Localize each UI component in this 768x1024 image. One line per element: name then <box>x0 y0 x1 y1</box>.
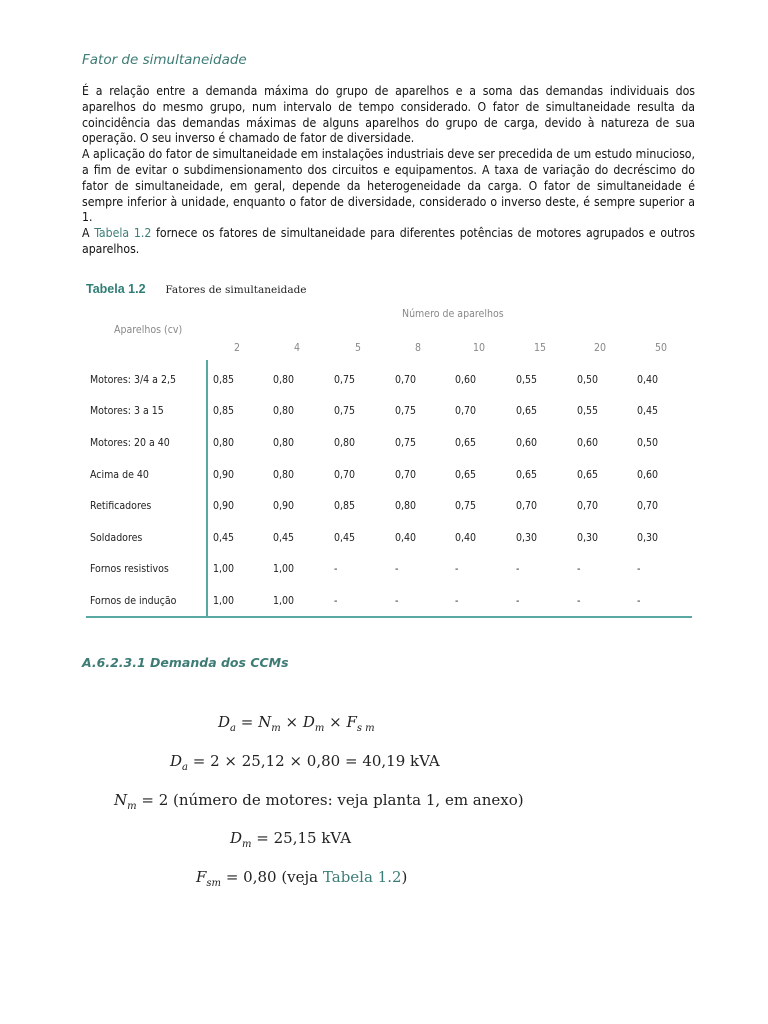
table-cell: 0,75 <box>395 437 417 449</box>
equation-demand-formula: $D_a = N_m \times D_m \times F_{s m}$ <box>218 713 375 734</box>
table-cell: 0,80 <box>273 469 295 481</box>
table-caption-text: Fatores de simultaneidade <box>165 284 307 296</box>
table-cell: 0,80 <box>334 437 356 449</box>
table-cell: 0,60 <box>637 469 659 481</box>
equation-motor-demand <box>230 829 351 850</box>
subsection-title: A.6.2.3.1 Demanda dos CCMs <box>82 655 289 670</box>
paragraph-text-post: fornece os fatores de simultaneidade para diferentes potências de motores agrupados e outros aparelhos. <box>82 226 695 256</box>
table-cell: 0,70 <box>334 469 356 481</box>
group-header: Número de aparelhos <box>402 308 504 320</box>
row-label: Fornos resistivos <box>90 563 169 575</box>
eq1-symbol: D <box>218 713 231 731</box>
column-header: 8 <box>414 342 421 354</box>
paragraph-text-pre: A <box>82 226 95 241</box>
table-cell: - <box>516 595 520 607</box>
table-cell: 0,60 <box>455 374 477 386</box>
table-cell: - <box>637 563 641 575</box>
table-cell: - <box>516 563 520 575</box>
table-cell: 0,45 <box>213 532 235 544</box>
row-label: Motores: 3 a 15 <box>90 405 164 417</box>
table-cell: - <box>577 563 581 575</box>
column-header: 15 <box>533 342 547 354</box>
table-cell: 0,75 <box>395 405 417 417</box>
eq5-subscript: sm <box>206 878 222 889</box>
eq4-rhs: = 25,15 kVA <box>256 829 352 847</box>
paragraph-definition: É a relação entre a demanda máxima do grupo de aparelhos e a soma das demandas individuais dos aparelhos do mesmo grupo, num intervalo de tempo considerado. O fator de simultaneidade resulta da coincidência das demandas máximas de alguns aparelhos do grupo de carga, devido à natureza de sua operação. O seu inverso é chamado de fator de diversidade. <box>82 84 695 146</box>
eq5-rhs-pre: = 0,80 (veja <box>225 868 323 886</box>
table-cell: - <box>637 595 641 607</box>
eq1-subscript: a <box>230 723 236 734</box>
eq2-rhs: = 2 × 25,12 × 0,80 = 40,19 kVA <box>192 752 440 770</box>
equation-motor-count <box>114 791 524 812</box>
table-cell: 0,80 <box>273 374 295 386</box>
table-number: Tabela 1.2 <box>86 282 146 296</box>
table-cell: 0,85 <box>213 374 235 386</box>
eq5-rhs-post: ) <box>401 868 408 886</box>
table-cell: 0,90 <box>213 500 235 512</box>
table-cell: 0,85 <box>213 405 235 417</box>
table-cell: 1,00 <box>273 595 295 607</box>
section-title: Fator de simultaneidade <box>82 52 247 68</box>
eq2-subscript: a <box>182 762 188 773</box>
table-cell: 0,45 <box>273 532 295 544</box>
table-cell: 1,00 <box>213 563 235 575</box>
table-divider-vertical <box>206 360 208 616</box>
row-label: Acima de 40 <box>90 469 149 481</box>
table-cell: 0,60 <box>516 437 538 449</box>
table-cell: 0,70 <box>577 500 599 512</box>
table-cell: 0,65 <box>455 469 477 481</box>
table-cell: - <box>455 563 459 575</box>
table-cell: 0,30 <box>637 532 659 544</box>
table-cell: - <box>334 563 338 575</box>
table-cell: 0,50 <box>637 437 659 449</box>
table-cell: 0,70 <box>637 500 659 512</box>
table-cell: 0,80 <box>395 500 417 512</box>
column-header: 4 <box>293 342 300 354</box>
table-cell: 0,70 <box>395 374 417 386</box>
row-label: Retificadores <box>90 500 152 512</box>
table-reference-link[interactable]: Tabela 1.2 <box>94 226 152 241</box>
table-cell: 0,70 <box>516 500 538 512</box>
table-cell: 0,70 <box>395 469 417 481</box>
table-cell: 1,00 <box>213 595 235 607</box>
table-cell: 0,55 <box>516 374 538 386</box>
eq3-subscript: m <box>127 801 137 812</box>
eq3-symbol: N <box>114 791 128 809</box>
table-cell: 0,50 <box>577 374 599 386</box>
eq4-symbol: D <box>230 829 243 847</box>
table-cell: 0,30 <box>516 532 538 544</box>
table-cell: 0,80 <box>213 437 235 449</box>
table-cell: 0,80 <box>273 405 295 417</box>
table-cell: 0,30 <box>577 532 599 544</box>
equation-demand-value <box>170 752 440 773</box>
row-label: Fornos de indução <box>90 595 177 607</box>
table-cell: 0,75 <box>455 500 477 512</box>
table-cell: 0,65 <box>516 405 538 417</box>
eq3-rhs: = 2 (número de motores: veja planta 1, em anexo) <box>141 791 524 809</box>
paragraph-application: A aplicação do fator de simultaneidade em instalações industriais deve ser precedida de um estudo minucioso, a fim de evitar o subdimensionamento dos circuitos e equipamentos. A taxa de variação do decréscimo do fator de simultaneidade, em geral, depende da heterogeneidade da carga. O fator de simultaneidade é sempre inferior à unidade, enquanto o fator de diversidade, considerado o inverso deste, é sempre superior a 1. <box>82 147 695 225</box>
column-header: 50 <box>654 342 668 354</box>
table-cell: 1,00 <box>273 563 295 575</box>
column-header: 10 <box>472 342 486 354</box>
eq4-subscript: m <box>242 839 252 850</box>
table-cell: 0,90 <box>213 469 235 481</box>
table-cell: 0,75 <box>334 405 356 417</box>
column-header: 20 <box>593 342 607 354</box>
row-header: Aparelhos (cv) <box>114 324 183 336</box>
table-cell: 0,45 <box>637 405 659 417</box>
table-cell: 0,40 <box>637 374 659 386</box>
row-label: Motores: 20 a 40 <box>90 437 170 449</box>
table-cell: - <box>395 595 399 607</box>
eq2-symbol: D <box>170 752 183 770</box>
table-cell: 0,70 <box>455 405 477 417</box>
table-cell: 0,90 <box>273 500 295 512</box>
eq5-symbol: F <box>196 868 207 886</box>
table-bottom-rule <box>86 616 692 618</box>
table-cell: 0,45 <box>334 532 356 544</box>
column-header: 2 <box>233 342 240 354</box>
equation-simultaneity-factor <box>196 868 407 889</box>
row-label: Motores: 3/4 a 2,5 <box>90 374 176 386</box>
table-cell: - <box>395 563 399 575</box>
table-cell: 0,65 <box>455 437 477 449</box>
table-cell: - <box>577 595 581 607</box>
table-cell: 0,40 <box>455 532 477 544</box>
table-cell: 0,80 <box>273 437 295 449</box>
table-cell: - <box>455 595 459 607</box>
table-cell: - <box>334 595 338 607</box>
table-cell: 0,65 <box>577 469 599 481</box>
table-cell: 0,40 <box>395 532 417 544</box>
table-cell: 0,65 <box>516 469 538 481</box>
row-label: Soldadores <box>90 532 143 544</box>
column-header: 5 <box>354 342 361 354</box>
table-cell: 0,85 <box>334 500 356 512</box>
table-cell: 0,55 <box>577 405 599 417</box>
table-cell: 0,60 <box>577 437 599 449</box>
eq5-table-link[interactable]: Tabela 1.2 <box>322 868 402 886</box>
table-cell: 0,75 <box>334 374 356 386</box>
